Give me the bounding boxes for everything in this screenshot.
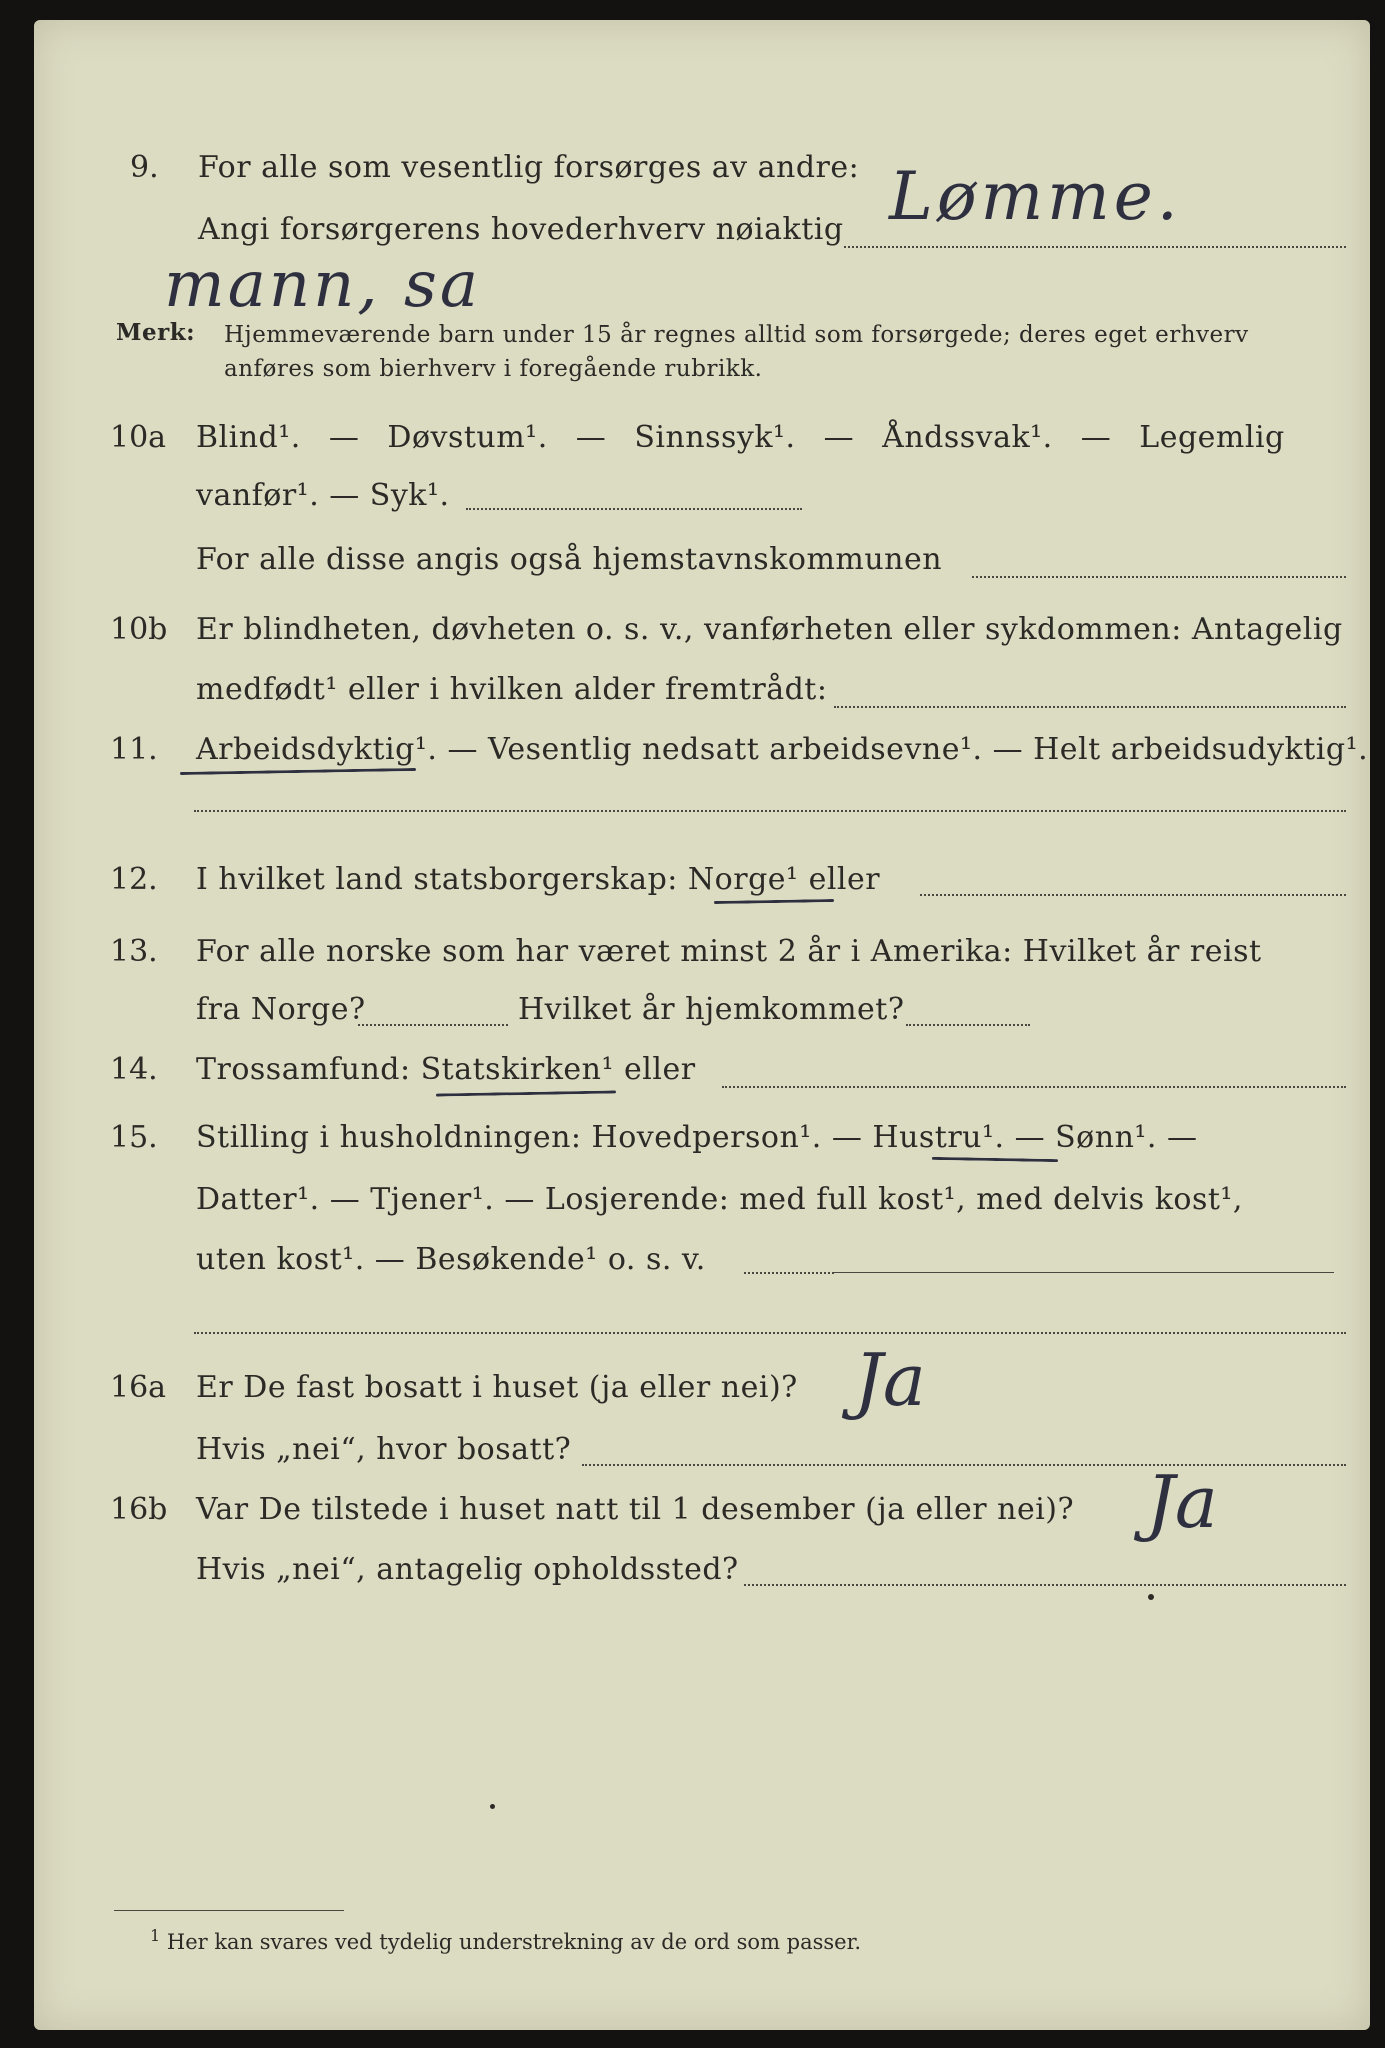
q13-line2b: Hvilket år hjemkommet?: [518, 992, 905, 1027]
note-line1: Hjemmeværende barn under 15 år regnes alltid som forsørgede; deres eget erhverv: [224, 322, 1249, 348]
footnote-text: Her kan svares ved tydelig understrekning av de ord som passer.: [166, 1930, 862, 1954]
q10a-line3: For alle disse angis også hjemstavnskommunen: [196, 542, 943, 577]
item-number-10a: 10a: [110, 420, 167, 455]
item-number-11: 11.: [110, 732, 158, 767]
item-number-15: 15.: [110, 1120, 158, 1155]
q13-departure-line[interactable]: [358, 1024, 508, 1026]
q9-line2: Angi forsørgerens hovederhverv nøiaktig: [198, 212, 844, 247]
q10b-line2: medfødt¹ eller i hvilken alder fremtrådt:: [196, 672, 828, 707]
q9-handwritten-2: mann, sa: [164, 248, 481, 322]
item-number-13: 13.: [110, 934, 158, 969]
q10a-municipality-line[interactable]: [972, 576, 1346, 578]
q16a-answer-line[interactable]: [582, 1464, 1346, 1466]
census-form-page: [34, 20, 1370, 2030]
q12-line1: I hvilket land statsborgerskap: Norge¹ eller: [196, 862, 881, 897]
item-number-16b: 16b: [110, 1492, 168, 1527]
q10a-line2: vanfør¹. — Syk¹.: [196, 478, 450, 513]
q11-selection-underline: [180, 768, 416, 775]
ink-speck: [1148, 1594, 1154, 1600]
q11-answer-line[interactable]: [194, 810, 1346, 812]
q11-line1: Arbeidsdyktig¹. — Vesentlig nedsatt arbeidsevne¹. — Helt arbeidsudyktig¹.: [196, 732, 1369, 767]
q13-line2a: fra Norge?: [196, 992, 366, 1027]
q16b-handwritten-answer: Ja: [1146, 1460, 1218, 1544]
q12-selection-underline: [714, 899, 834, 904]
q9-answer-line[interactable]: [844, 246, 1346, 248]
q15-answer-line[interactable]: [834, 1272, 1334, 1273]
q10b-line1: Er blindheten, døvheten o. s. v., vanførheten eller sykdommen: Antagelig: [196, 612, 1343, 647]
q14-line1: Trossamfund: Statskirken¹ eller: [196, 1052, 696, 1087]
q16a-line1: Er De fast bosatt i huset (ja eller nei)?: [196, 1370, 798, 1405]
q10a-answer-line[interactable]: [466, 508, 802, 510]
q9-line1: For alle som vesentlig forsørges av andre:: [198, 150, 860, 185]
q16b-line2: Hvis „nei“, antagelig opholdssted?: [196, 1552, 739, 1587]
note-label: Merk:: [116, 319, 196, 346]
footnote-rule: [114, 1910, 344, 1911]
q15-line1: Stilling i husholdningen: Hovedperson¹. — Hustru¹. — Sønn¹. —: [196, 1120, 1198, 1155]
q15-line2: Datter¹. — Tjener¹. — Losjerende: med full kost¹, med delvis kost¹,: [196, 1182, 1243, 1217]
item-number-16a: 16a: [110, 1370, 167, 1405]
q10a-line1: Blind¹. — Døvstum¹. — Sinnssyk¹. — Åndssvak¹. — Legemlig: [196, 420, 1285, 455]
footnote-marker: 1: [150, 1926, 161, 1945]
ink-speck: [490, 1804, 495, 1809]
q10b-answer-line[interactable]: [834, 706, 1346, 708]
item-number-9: 9.: [130, 150, 159, 185]
q9-handwritten-1: Lømme.: [889, 158, 1182, 235]
item-number-14: 14.: [110, 1052, 158, 1087]
q13-line1: For alle norske som har været minst 2 år i Amerika: Hvilket år reist: [196, 934, 1262, 969]
note-line2: anføres som bierhverv i foregående rubrikk.: [224, 356, 763, 382]
q15-line3: uten kost¹. — Besøkende¹ o. s. v.: [196, 1242, 706, 1277]
q16a-line2: Hvis „nei“, hvor bosatt?: [196, 1432, 572, 1467]
q16b-line1: Var De tilstede i huset natt til 1 desember (ja eller nei)?: [196, 1492, 1075, 1527]
q14-selection-underline: [436, 1090, 616, 1096]
q16a-handwritten-answer: Ja: [854, 1338, 926, 1422]
q12-answer-line[interactable]: [920, 894, 1346, 896]
q15-answer-dots[interactable]: [744, 1272, 834, 1274]
q13-return-line[interactable]: [906, 1024, 1030, 1026]
q16b-answer-line[interactable]: [744, 1584, 1346, 1586]
q15-answer-line-2[interactable]: [194, 1332, 1346, 1334]
q14-answer-line[interactable]: [722, 1086, 1346, 1088]
q15-selection-underline: [932, 1157, 1058, 1162]
item-number-10b: 10b: [110, 612, 168, 647]
item-number-12: 12.: [110, 862, 158, 897]
footnote: [150, 1926, 861, 1954]
